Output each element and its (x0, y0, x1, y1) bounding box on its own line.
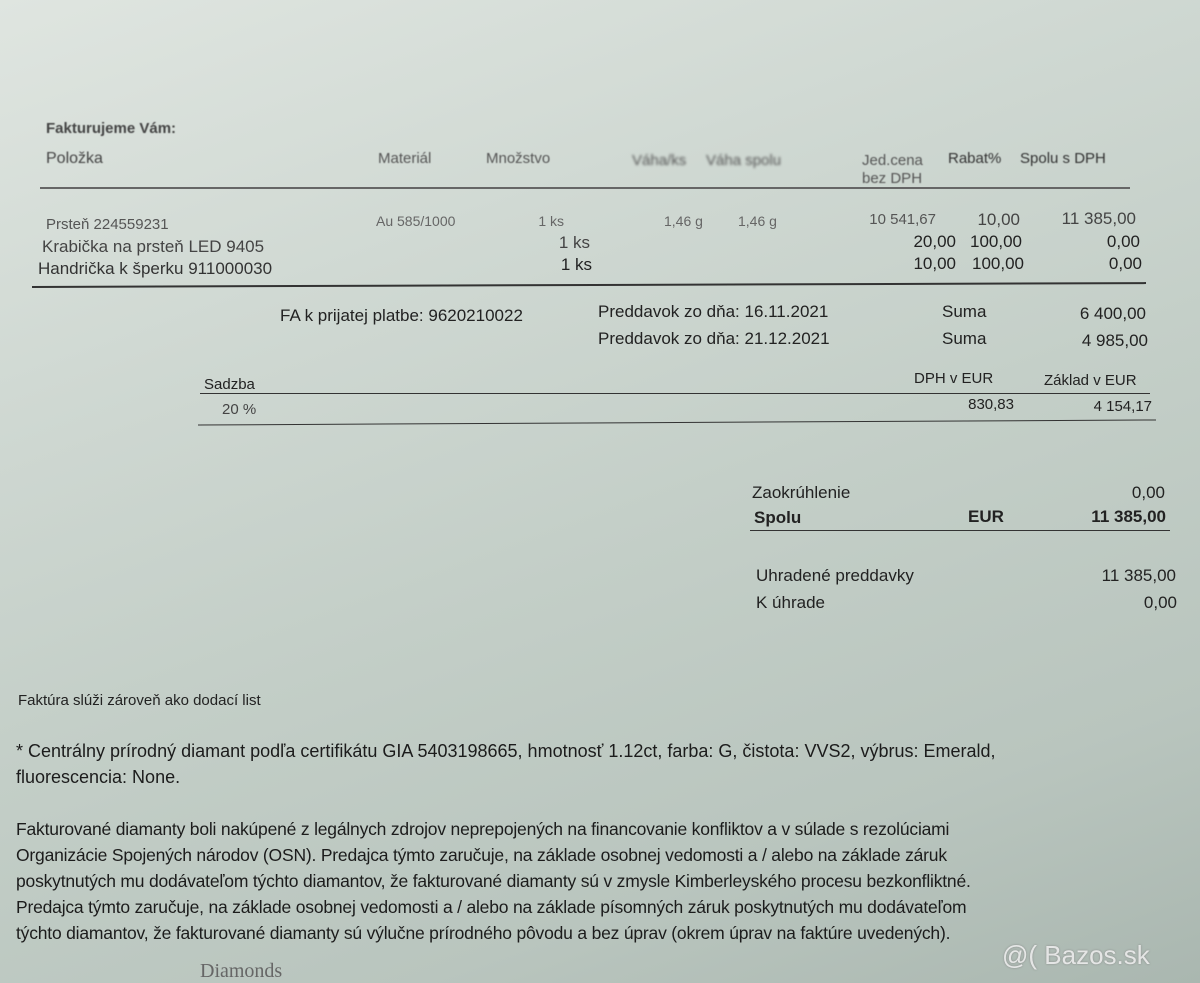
legal-line: Organizácie Spojených národov (OSN). Predajca týmto zaručuje, na základe osobnej vedomosti a / alebo na základe záruk (16, 845, 947, 865)
item-total: 11 385,00 (1061, 209, 1136, 228)
vat-rate-label: Sadzba (204, 376, 255, 393)
item-unit-price: 20,00 (913, 232, 956, 251)
total-currency: EUR (968, 507, 1004, 526)
legal-text (16, 816, 971, 946)
total-label: Spolu (754, 508, 802, 527)
col-discount: Rabat% (948, 150, 1002, 167)
col-weight-total: Váha spolu (706, 152, 782, 169)
advance-sum-label: Suma (942, 329, 987, 348)
item-unit-price: 10 541,67 (869, 211, 936, 228)
vat-base: 4 154,17 (1093, 398, 1152, 415)
item-weight-total: 1,46 g (738, 213, 777, 229)
total: 11 385,00 (1091, 507, 1166, 526)
col-unit-price: Jed.cena bez DPH (862, 152, 923, 187)
item-discount: 100,00 (970, 232, 1022, 251)
item-unit-price: 10,00 (913, 254, 956, 273)
item-total: 0,00 (1106, 232, 1140, 251)
legal-line: týchto diamantov, že fakturované diamanty sú výlučne prírodného pôvodu a bez úprav (okrem úprav na faktúre uvedených). (16, 923, 951, 943)
item-discount: 10,00 (977, 210, 1020, 229)
item-total: 0,00 (1108, 254, 1142, 273)
delivery-note: Faktúra slúži zároveň ako dodací list (18, 692, 261, 709)
divider (32, 282, 1146, 288)
item-weight: 1,46 g (664, 213, 703, 229)
due: 0,00 (1143, 593, 1177, 612)
advance-sum: 6 400,00 (1079, 304, 1146, 323)
diamond-note (16, 738, 996, 790)
vat-rate: 20 % (222, 401, 257, 418)
rounding: 0,00 (1131, 483, 1165, 502)
diamond-note-line: fluorescencia: None. (16, 767, 181, 787)
item-qty: 1 ks (538, 213, 564, 229)
vat-dph: 830,83 (968, 396, 1014, 413)
footer-logo: Diamonds (200, 960, 283, 982)
item-qty: 1 ks (560, 255, 592, 274)
divider (198, 419, 1156, 425)
advance-label: Preddavok zo dňa: 21.12.2021 (598, 329, 830, 348)
item-name: Krabička na prsteň LED 9405 (42, 237, 265, 256)
paid: 11 385,00 (1101, 566, 1176, 585)
legal-line: Predajca týmto zaručuje, na základe osobnej vedomosti a / alebo na základe písomných záruk poskytnutých mu dodávateľom (16, 897, 967, 917)
item-name: Handrička k šperku 911000030 (38, 259, 273, 278)
advance-sum: 4 985,00 (1081, 331, 1148, 350)
col-material: Materiál (378, 150, 432, 167)
legal-line: poskytnutých mu dodávateľom týchto diamantov, že fakturované diamanty sú v zmysle Kimberleyského procesu bezkonfliktné. (16, 871, 971, 891)
item-name: Prsteň 224559231 (46, 216, 169, 233)
vat-dph-label: DPH v EUR (914, 370, 994, 387)
divider (750, 530, 1170, 531)
divider (40, 187, 1130, 189)
rounding-label: Zaokrúhlenie (752, 483, 851, 502)
paid-label: Uhradené preddavky (756, 566, 914, 585)
invoice-heading: Fakturujeme Vám: (46, 120, 177, 137)
item-discount: 100,00 (972, 254, 1024, 273)
item-material: Au 585/1000 (376, 213, 456, 229)
col-item: Položka (46, 150, 103, 167)
fa-label: FA k prijatej platbe: 9620210022 (280, 306, 523, 325)
watermark: @( Bazos.sk (1002, 940, 1150, 970)
advance-sum-label: Suma (942, 302, 987, 321)
col-weight: Váha/ks (632, 152, 687, 169)
divider (200, 393, 1150, 394)
item-qty: 1 ks (558, 233, 590, 252)
col-total: Spolu s DPH (1020, 150, 1106, 167)
legal-line: Fakturované diamanty boli nakúpené z legálnych zdrojov neprepojených na financovanie konfliktov a v súlade s rezolúciami (16, 819, 950, 839)
vat-base-label: Základ v EUR (1044, 372, 1137, 389)
col-qty: Množstvo (486, 150, 551, 167)
advance-label: Preddavok zo dňa: 16.11.2021 (598, 302, 829, 321)
diamond-note-line: * Centrálny prírodný diamant podľa certifikátu GIA 5403198665, hmotnosť 1.12ct, farba: G, čistota: VVS2, výbrus: Emerald, (16, 741, 996, 761)
due-label: K úhrade (756, 593, 825, 612)
